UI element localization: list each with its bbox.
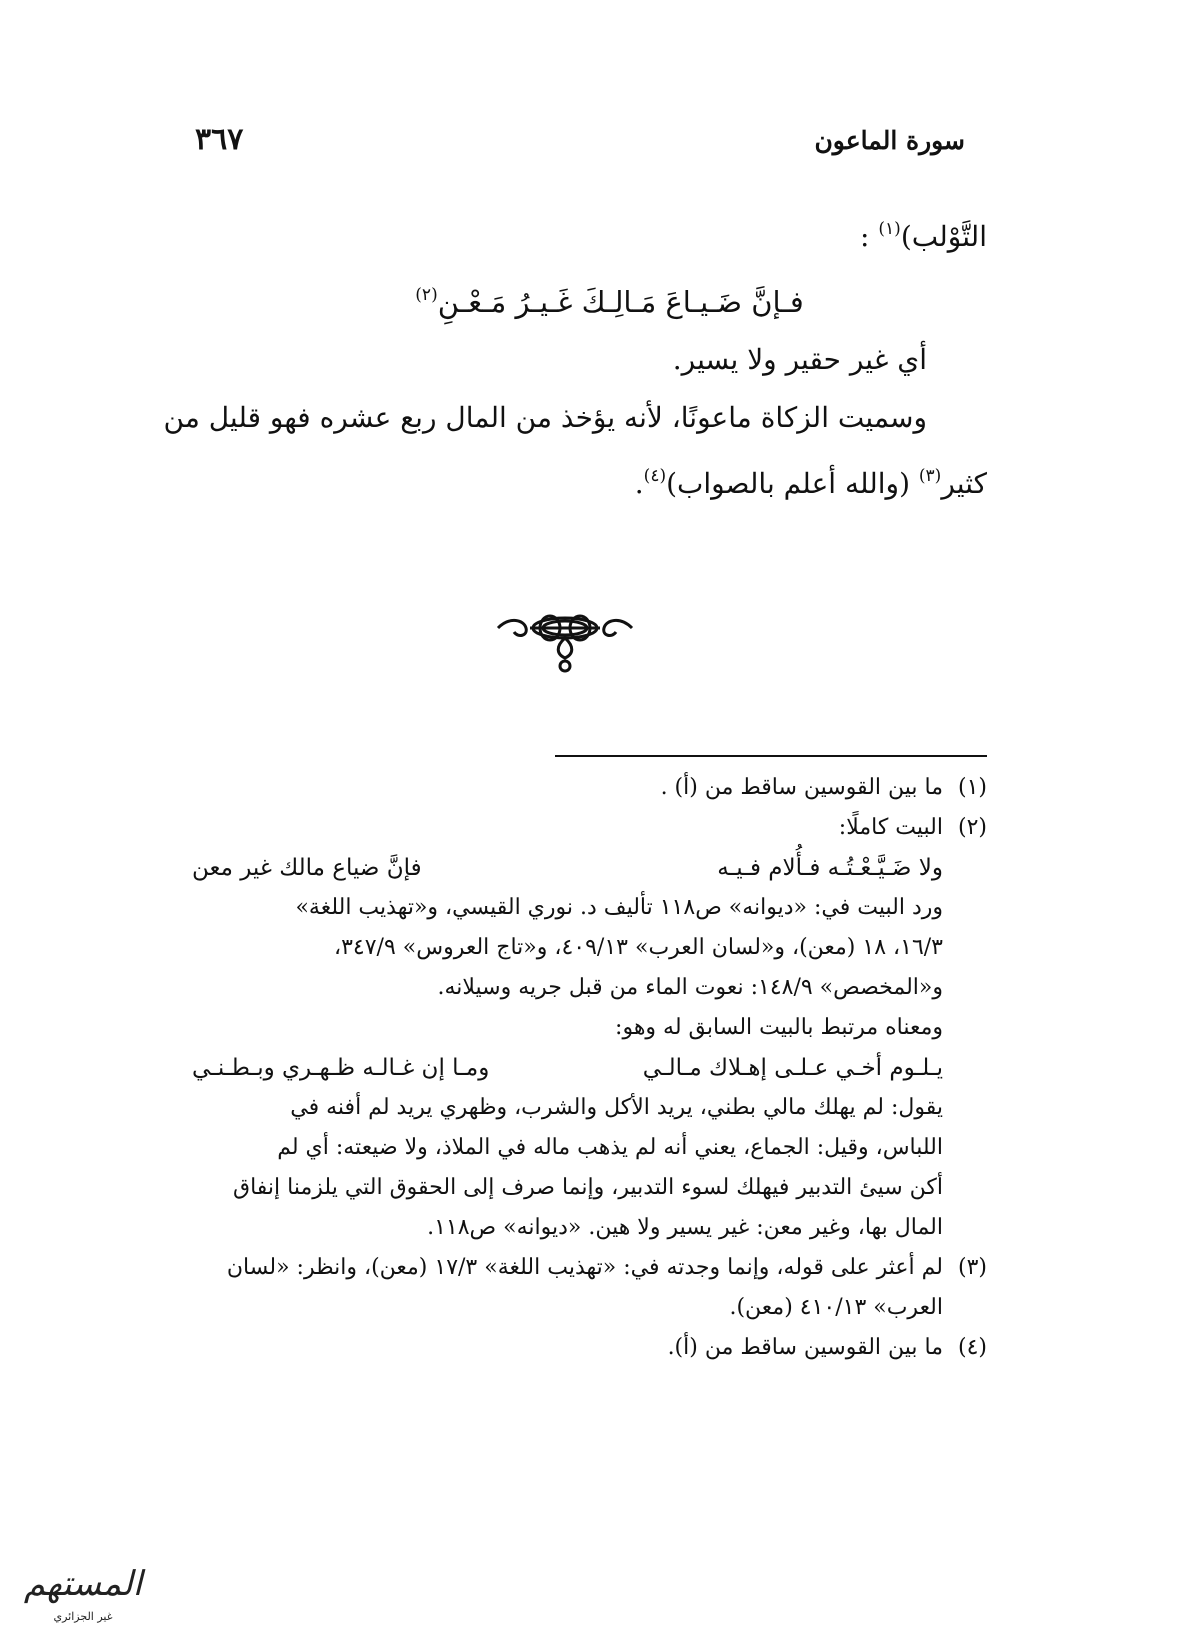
footnote-4	[152, 1328, 987, 1368]
footnote-text: العرب» ٤١٠/١٣ (معن).	[729, 1295, 943, 1320]
footnote-text: المال بها، وغير معن: غير يسير ولا هين. «ديوانه» ص١١٨.	[427, 1215, 943, 1240]
footnote-mark-2: (٢)	[415, 285, 438, 305]
footnote-3	[152, 1248, 987, 1328]
stamp-text: المستهم	[23, 1564, 143, 1604]
intro-word: التَّوْلب)	[900, 220, 987, 253]
footnote-separator	[555, 755, 987, 757]
paragraph-line-1: وسميت الزكاة ماعونًا، لأنه يؤخذ من المال ربع عشره فهو قليل من	[163, 401, 927, 434]
poem-hemistich-second: ومـا إن غـالـه ظـهـري وبـطـنـي	[192, 1055, 490, 1081]
footnote-text: ما بين القوسين ساقط من (أ).	[667, 1335, 943, 1360]
footnote-1	[152, 768, 987, 808]
library-stamp-icon	[8, 1540, 158, 1640]
poem-hemistich-second: فإنَّ ضياع مالك غير معن	[192, 855, 422, 881]
poem-hemistich-first: ولا ضَـيَّـعْـتُـه فـأُلام فـيـه	[717, 855, 943, 881]
stamp-subtext: غير الجزائري	[53, 1610, 113, 1623]
footnote-mark-4: (٤)	[643, 466, 667, 486]
intro-line	[152, 200, 987, 266]
page-header	[195, 122, 965, 166]
footnote-text: يقول: لم يهلك مالي بطني، يريد الأكل والشرب، وظهري يريد لم أفنه في	[290, 1095, 943, 1120]
paragraph-line-2	[152, 447, 987, 513]
paragraph-phrase: (والله أعلم بالصواب)	[666, 467, 919, 500]
footnote-2	[152, 808, 987, 1248]
main-text	[152, 200, 987, 513]
verse-line	[152, 266, 987, 331]
footnote-number: (٤)	[957, 1335, 987, 1360]
footnote-text: ١٦/٣، ١٨ (معن)، و«لسان العرب» ٤٠٩/١٣، و«تاج العروس» ٣٤٧/٩،	[333, 935, 943, 960]
footnote-text: أكن سيئ التدبير فيهلك لسوء التدبير، وإنما صرف إلى الحقوق التي يلزمنا إنفاق	[233, 1175, 943, 1200]
poem-verse	[152, 1048, 943, 1088]
footnote-number: (٣)	[957, 1255, 987, 1280]
poem-hemistich-first: يـلـوم أخـي عـلـى إهـلاك مـالـي	[642, 1055, 943, 1081]
footnote-text: لم أعثر على قوله، وإنما وجدته في: «تهذيب اللغة» ١٧/٣ (معن)، وانظر: «لسان	[226, 1255, 943, 1280]
paragraph-word: كثير	[941, 467, 987, 500]
footnote-text: ما بين القوسين ساقط من (أ) .	[660, 775, 943, 800]
footnote-number: (٢)	[957, 815, 987, 840]
intro-colon: :	[860, 220, 870, 253]
footnote-mark-1: (١)	[878, 219, 901, 239]
page-number: ٣٦٧	[195, 122, 244, 157]
footnote-text: ورد البيت في: «ديوانه» ص١١٨ تأليف د. نوري القيسي، و«تهذيب اللغة»	[295, 895, 943, 920]
footnote-mark-3: (٣)	[918, 466, 942, 486]
footnote-number: (١)	[957, 775, 987, 800]
footnote-text: البيت كاملًا:	[838, 815, 943, 840]
poem-verse	[152, 848, 943, 888]
footnote-text: ومعناه مرتبط بالبيت السابق له وهو:	[615, 1015, 943, 1040]
paragraph-end: .	[634, 467, 644, 500]
footnotes	[152, 768, 987, 1368]
footnote-text: و«المخصص» ١٤٨/٩: نعوت الماء من قبل جريه وسيلانه.	[437, 975, 943, 1000]
running-title: سورة الماعون	[814, 126, 965, 155]
footnote-text: اللباس، وقيل: الجماع، يعني أنه لم يذهب ماله في الملاذ، ولا ضيعته: أي لم	[277, 1135, 943, 1160]
ornament-divider-icon	[490, 610, 640, 680]
gloss-line: أي غير حقير ولا يسير.	[672, 343, 927, 376]
verse-text: فـإنَّ ضَـيـاعَ مَـالِـكَ غَـيـرُ مَـعْـنِ	[437, 285, 804, 319]
